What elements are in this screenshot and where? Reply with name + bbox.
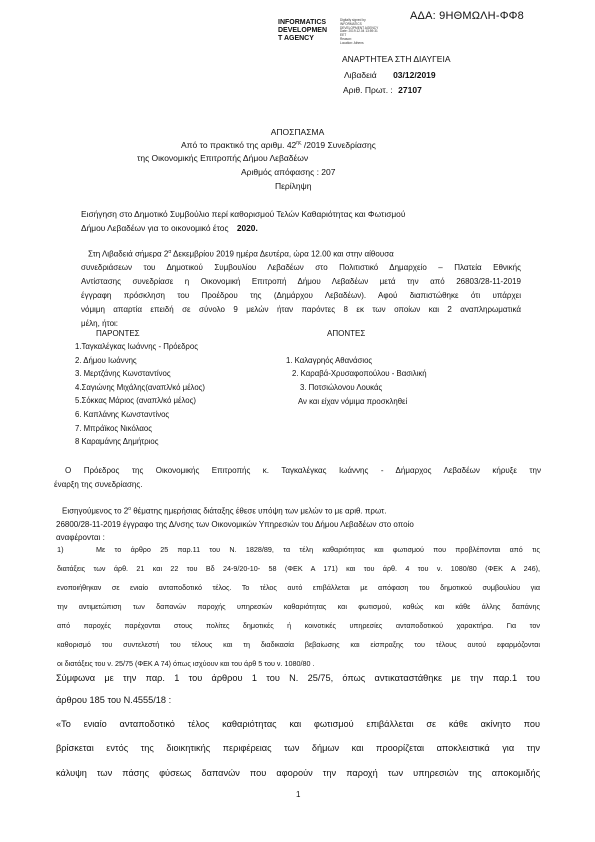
superscript: α (168, 249, 172, 255)
signature-line: Reason: (340, 36, 352, 41)
closing-line: Σύμφωνα με την παρ. 1 του άρθρου 1 του Ν. 25/75, όπως αντικαταστάθηκε με την παρ.1 του (56, 673, 540, 683)
list-item: 5.Σόκκας Μάριος (αναπλ/κό μέλος) (75, 396, 196, 406)
place: Λιβαδειά (344, 70, 377, 80)
minutes-text: Από το πρακτικό της αριθμ. 42 (181, 140, 297, 150)
place-date (344, 70, 436, 80)
present-header: ΠΑΡΟΝΤΕΣ (96, 329, 140, 338)
committee-line: της Οικονομικής Επιτροπής Δήμου Λεβαδέων (137, 153, 309, 163)
point-line: οι διατάξεις του ν. 25/75 (ΦΕΚ Α 74) όπως ισχύουν και του άρθ 5 του ν. 1080/80 . (57, 659, 315, 668)
doc-title: ΑΠΟΣΠΑΣΜΑ (270, 127, 325, 137)
subject-text: Δήμου Λεβαδέων για το οικονομικό έτος (81, 223, 229, 233)
superscript: ης (296, 140, 302, 147)
protocol-label: Αριθ. Πρωτ. : (343, 85, 393, 95)
intro-line: μέλη, ήτοι: (81, 319, 119, 328)
absent-note: Αν και είχαν νόμιμα προσκληθεί (298, 397, 408, 406)
point-line: Με το άρθρο 25 παρ.11 του Ν. 1828/89, τα τέλη καθαριότητας και φωτισμού που προβλέπονται από τις (96, 545, 540, 554)
logo-line: DEVELOPMEN (278, 27, 328, 34)
intro-line: Αντίστασης συνεδρίασε η Οικονομική Επιτροπή Δήμου Λεβαδέων μετά την από 26803/28-11-2019 (81, 277, 521, 286)
topic-text: θέματης ημερήσιας διάταξης έθεσε υπόψη των μελών το με αριθ. πρωτ. (133, 506, 387, 516)
signature-line: Date: 2019.12.04 13:59:31 (340, 29, 378, 34)
list-item: 7. Μπράϊκος Νικόλαος (75, 423, 153, 433)
absent-item: 3. Ποτσιώλονου Λουκάς (300, 383, 383, 392)
minutes-line (181, 140, 376, 150)
list-item: 3. Μερτζάνης Κωνσταντίνος (75, 369, 171, 379)
protocol-row (343, 85, 422, 95)
minutes-text-end: /2019 Συνεδρίασης (303, 140, 376, 150)
quote-line: κάλυψη των πάσης φύσεως δαπανών που αφορούν την παροχή των υπηρεσιών της αποκομιδής (56, 768, 540, 778)
absent-item: 2. Καραβά-Χρυσαφοπούλου - Βασιλική (292, 369, 427, 378)
intro-text: Δεκεμβρίου 2019 ημέρα Δευτέρα, ώρα 12.00 και στην αίθουσα (173, 249, 394, 259)
quote-line: «Το ενιαίο ανταποδοτικό τέλος καθαριότητας και φωτισμού επιβάλλεται σε κάθε ακίνητο που (56, 719, 540, 729)
list-item: 2. Δήμου Ιωάννης (75, 355, 137, 365)
intro-line: έγγραφη πρόσκληση του Προέδρου της (Δημάρχου Λεβαδέων). Αφού διαπιστώθηκε ότι υπάρχει (81, 291, 521, 300)
signature-line: Digitally signed by (340, 18, 366, 22)
intro-text: Στη Λιβαδειά σήμερα 2 (88, 249, 169, 259)
intro-line: συνεδριάσεων του Δημοτικού Συμβουλίου Λεβαδέων στο Πολιτιστικό Δημαρχείο – Πλατεία Εθνικής (81, 263, 521, 272)
absent-header: ΑΠΟΝΤΕΣ (327, 329, 366, 338)
superscript: ο (128, 506, 131, 512)
closing-line: άρθρου 185 του Ν.4555/18 : (56, 695, 172, 705)
subject-line-2 (81, 223, 258, 233)
present-list (75, 340, 205, 449)
logo-line: INFORMATICS (278, 19, 327, 26)
page-number: 1 (296, 790, 301, 799)
signature-line: Location: Athens (340, 40, 364, 45)
protocol-number: 27107 (398, 85, 422, 95)
list-item: 6. Καπλάνης Κωνσταντίνος (75, 409, 170, 419)
logo-line: T AGENCY (278, 35, 314, 42)
signature-line: INFORMATICS (340, 21, 362, 26)
signature-line: EET (340, 33, 347, 38)
list-item: 8 Καραμάνης Δημήτριος (75, 437, 159, 447)
digital-signature-details (340, 19, 378, 46)
date: 03/12/2019 (393, 70, 436, 80)
chair-line: Ο Πρόεδρος της Οικονομικής Επιτροπής κ. Ταγκαλέγκας Ιωάννης - Δήμαρχος Λεβαδέων κήρυξε την (65, 466, 541, 475)
point-line: καθορισμό του συντελεστή του τέλους και τη διαδικασία βεβαίωσης και είσπραξης του τέλους αυτού εφαρμόζονται (57, 640, 540, 649)
point-line: ενοποιήθηκαν σε ενιαίο ανταποδοτικό τέλος. Το τέλος αυτό επιβάλλεται με απόφαση του δημοτικού συμβουλίου για (57, 583, 540, 592)
decision-number: Αριθμός απόφασης : 207 (241, 167, 336, 177)
topic-text: Εισηγούμενος το 2 (62, 506, 129, 516)
point-line: την αντιμετώπιση των δαπανών παροχής υπηρεσιών καθαριότητας και φωτισμού, καθώς και κάθε άλλης δαπάνης (57, 602, 540, 611)
list-item: 1.Ταγκαλέγκας Ιωάννης - Πρόεδρος (75, 342, 198, 351)
publish-notice: ΑΝΑΡΤΗΤΕΑ ΣΤΗ ΔΙΑΥΓΕΙΑ (342, 54, 451, 64)
subject-year: 2020. (236, 223, 258, 233)
point-line: από παροχές παρέχονται στους πολίτες δημοτικές ή κοινοτικές υπηρεσίες ανταποδοτικού χαρακτήρα. Για τον (57, 621, 540, 630)
ada-code: ΑΔΑ: 9ΗΘΜΩΛΗ-ΦΦ8 (410, 10, 524, 22)
topic-line: 26800/28-11-2019 έγγραφο της Δ/νσης των Οικονομικών Υπηρεσιών του Δήμου Λεβαδέων στο οποίο (56, 520, 414, 529)
quote-line: βρίσκεται εντός της διοικητικής περιφέρειας των δήμων και προορίζεται αποκλειστικά για την (56, 743, 540, 753)
list-item: 4.Σαγιώνης Μιχάλης(αναπλ/κό μέλος) (75, 382, 206, 392)
summary-label: Περίληψη (275, 181, 312, 191)
intro-line (88, 249, 394, 259)
chair-line: έναρξη της συνεδρίασης. (54, 480, 143, 489)
point-number: 1) (57, 545, 64, 554)
subject-line: Εισήγηση στο Δημοτικό Συμβούλιο περί καθορισμού Τελών Καθαριότητας και Φωτισμού (81, 209, 406, 219)
topic-line: αναφέρονται : (56, 533, 105, 542)
signature-line: DEVELOPMENT AGENCY (340, 25, 379, 30)
intro-line: νόμιμη απαρτία επειδή σε σύνολο 9 μελών ήταν παρόντες 8 εκ των οποίων και 2 αναπληρωματικά (81, 305, 521, 314)
point-line: διατάξεις των άρθ. 21 και 22 του Βδ 24-9/20-10- 58 (ΦΕΚ Α 171) και του άρθ. 4 του ν. 1080/80 (ΦΕΚ Α 246), (57, 564, 540, 573)
signature-logo-text (278, 19, 327, 43)
topic-line (62, 506, 386, 516)
absent-item: 1. Καλαγρηός Αθανάσιος (286, 356, 373, 365)
